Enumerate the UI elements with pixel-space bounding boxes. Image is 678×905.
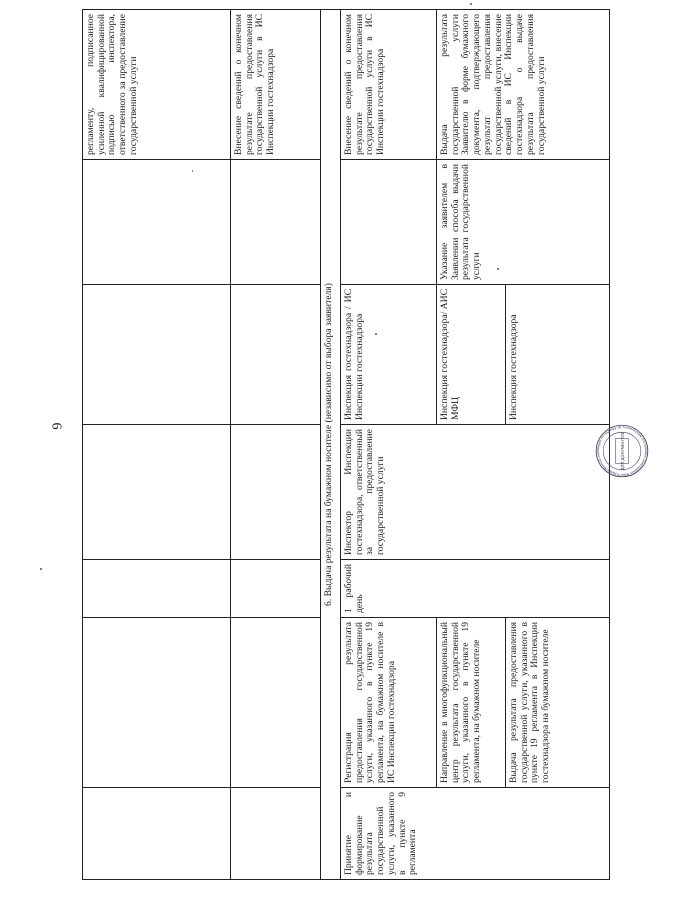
table-row	[231, 10, 321, 880]
cell-empty	[231, 285, 321, 425]
cell-result: Выдача результата государственной услуги Заявителю в форме бумажного документа, подтверждающего результат предоставления государственной услуги, внесение сведений в ИС Инспекции гостехнадзора о выдаче результата предоставления государственной услуги	[437, 10, 610, 160]
cell-empty	[83, 788, 231, 880]
cell-action: Регистрация результата предоставления государственной услуги, указанного в пункте 19 регламента, на бумажном носителе в ИС Инспекции гостехнадзора	[341, 618, 437, 788]
cell-result: Внесение сведений о конечном результате предоставления государственной услуги в ИС Инспекции гостехнадзора	[341, 10, 437, 160]
cell-empty	[83, 560, 231, 618]
scan-speck	[40, 568, 42, 570]
cell-empty	[83, 425, 231, 560]
procedures-table	[82, 9, 610, 880]
cell-empty	[231, 788, 321, 880]
cell-action: Выдача результата предоставления государственной услуги, указанного в пункте 19 регламента в Инспекции гостехнадзора на бумажном носителе	[506, 618, 610, 788]
official-stamp	[566, 412, 678, 490]
rotated-page-area	[82, 10, 602, 880]
cell-empty	[83, 160, 231, 285]
cell-action: Направление в многофункциональный центр результата государственной услуги, указанного в пункте 19 регламента, на бумажном носителе	[437, 618, 506, 788]
cell-criterion: Указание заявителем в Заявлении способа выдачи результата государственной услуги	[437, 160, 610, 285]
cell-result: Внесение сведений о конечном результате предоставления государственной услуги в ИС Инспекции гостехнадзора	[231, 10, 321, 160]
cell-base: Принятие и формирование результата государственной услуги, указанного в пункте 9 регламента	[341, 788, 610, 880]
cell-criterion	[341, 160, 437, 285]
landscape-content	[82, 10, 602, 880]
table-row	[341, 10, 437, 880]
cell-empty	[83, 618, 231, 788]
table-row	[83, 10, 231, 880]
cell-result: регламенту, подписанное усиленной квалифицированной подписью инспектора, ответственного за предоставление государственной услуги	[83, 10, 231, 160]
cell-empty	[231, 618, 321, 788]
scan-speck	[470, 3, 472, 5]
scan-speck	[192, 170, 193, 172]
section-header: 6. Выдача результата на бумажном носителе (независимо от выбора заявителя)	[321, 10, 341, 880]
cell-empty	[231, 160, 321, 285]
cell-empty	[231, 560, 321, 618]
cell-place: Инспекция гостехнадзора/ АИС МФЦ	[437, 285, 506, 425]
cell-duration: 1 рабочий день	[341, 560, 610, 618]
cell-official: Инспектор Инспекции гостехнадзора, ответственный за предоставление государственной услуги	[341, 425, 610, 560]
stamp-ring-text: Государственная инспекция по надзору за техническим состоянием самоходных машин и других видов техники Владимирской области	[591, 425, 649, 490]
scan-speck	[375, 333, 377, 335]
cell-empty	[83, 285, 231, 425]
section-header-row	[321, 10, 341, 880]
cell-place: Инспекция гостехнадзора / ИС Инспекции гостехнадзора	[341, 285, 437, 425]
cell-empty	[231, 425, 321, 560]
page-number: 6	[48, 422, 64, 430]
stamp-center-text: ДЛЯ ДОКУМЕНТОВ	[620, 431, 626, 471]
cell-place: Инспекция гостехнадзора	[506, 285, 610, 425]
scan-speck	[497, 268, 499, 270]
